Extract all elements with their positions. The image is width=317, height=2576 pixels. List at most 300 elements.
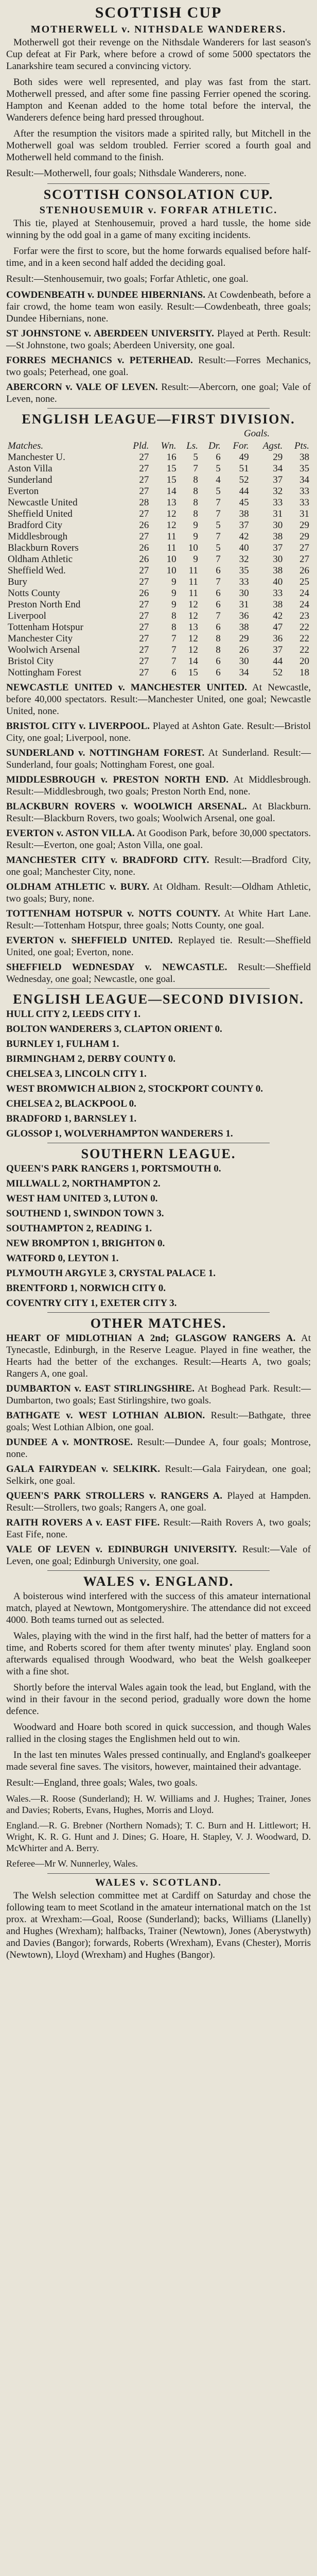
match-text: At Tynecastle, Edinburgh, in the Reserve League. Played in fine weather, the Hearts had the better of the exchanges. Result:—Hearts A, two goals; Rangers A, one goal.	[6, 1333, 311, 1379]
stat-cell: 51	[239, 463, 249, 474]
consolation-match-report	[6, 381, 311, 405]
wales-england-paragraph: Shortly before the interval Wales again took the lead, but England, with the wind in their favour in the second period, gradually wore down the home defence.	[6, 1682, 311, 1717]
match-text: At Middlesbrough. Result:—Middlesbrough, two goals; Preston North End, none.	[6, 774, 311, 797]
stat-cell: 42	[239, 531, 249, 542]
scottish-cup-paragraph: Motherwell got their revenge on the Nithsdale Wanderers for last season's Cup defeat at Fir Park, where before a crowd of some 5000 spectators the Lanarkshire team secured a convincing victory.	[6, 37, 311, 72]
stat-cell: 9	[171, 588, 177, 599]
table-row	[6, 463, 311, 474]
stat-cell: 10	[188, 543, 198, 553]
consolation-match-report	[6, 328, 311, 351]
match-text: At Newcastle, before 40,000 spectators. Result:—Manchester United, one goal; Newcastle United, none.	[6, 682, 311, 717]
stat-cell: 22	[300, 645, 309, 655]
table-row	[6, 509, 311, 520]
stat-cell: 32	[239, 554, 249, 565]
match-teams: ABERCORN v. VALE OF LEVEN.	[6, 382, 158, 393]
column-header: Pts.	[294, 440, 309, 451]
stat-cell: 27	[139, 486, 149, 497]
match-teams: TOTTENHAM HOTSPUR v. NOTTS COUNTY.	[6, 908, 220, 919]
second-division-heading: ENGLISH LEAGUE—SECOND DIVISION.	[13, 992, 304, 1007]
team-name-cell: Tottenham Hotspur	[8, 622, 83, 633]
match-text: At Oldham. Result:—Oldham Athletic, two goals; Bury, none.	[6, 882, 311, 904]
stat-cell: 37	[239, 520, 249, 531]
stat-cell: 8	[193, 474, 198, 485]
stat-cell: 7	[171, 645, 177, 655]
match-report	[6, 961, 311, 985]
match-teams: GALA FAIRYDEAN v. SELKIRK.	[6, 1464, 160, 1475]
stat-cell: 25	[300, 577, 309, 587]
stat-cell: 35	[239, 565, 249, 576]
stat-cell: 9	[171, 599, 177, 610]
scottish-cup-paragraph: After the resumption the visitors made a spirited rally, but Mitchell in the Motherwell goal was seldom troubled. Ferrier scored a fourth goal and Motherwell held command to the finish.	[6, 128, 311, 163]
wales-england-paragraph: Wales, playing with the wind in the first half, had the better of matters for a time, and Roberts scored for them after twenty minutes' play. England soon afterwards equalised through Woodward, who beat the Welsh goalkeeper with a fine shot.	[6, 1631, 311, 1677]
team-name-cell: Everton	[8, 486, 39, 497]
score-line: BOLTON WANDERERS 3, CLAPTON ORIENT 0.	[6, 1024, 222, 1035]
match-report	[6, 881, 311, 905]
match-teams: FORRES MECHANICS v. PETERHEAD.	[6, 355, 193, 366]
score-line: QUEEN'S PARK RANGERS 1, PORTSMOUTH 0.	[6, 1163, 221, 1174]
match-text: Played at Perth. Result:—St Johnstone, two goals; Aberdeen University, one goal.	[6, 328, 311, 351]
stat-cell: 30	[239, 656, 249, 667]
stat-cell: 12	[188, 633, 198, 644]
table-row	[6, 667, 311, 679]
match-teams: BLACKBURN ROVERS v. WOOLWICH ARSENAL.	[6, 801, 247, 812]
table-row	[6, 599, 311, 611]
section-divider	[47, 408, 270, 409]
team-name-cell: Oldham Athletic	[8, 554, 73, 565]
match-report	[6, 1490, 311, 1514]
southern-league-heading: SOUTHERN LEAGUE.	[81, 1146, 236, 1161]
column-header: Agst.	[262, 440, 283, 451]
score-line: GLOSSOP 1, WOLVERHAMPTON WANDERERS 1.	[6, 1128, 233, 1139]
score-line: NEW BROMPTON 1, BRIGHTON 0.	[6, 1238, 165, 1249]
league-table-body	[6, 452, 311, 679]
column-header: Wn.	[161, 440, 177, 451]
stat-cell: 14	[188, 656, 198, 667]
table-row	[6, 656, 311, 667]
team-name-cell: Aston Villa	[8, 463, 52, 474]
match-report	[6, 747, 311, 771]
match-teams: MANCHESTER CITY v. BRADFORD CITY.	[6, 855, 209, 866]
wales-scotland-heading: WALES v. SCOTLAND.	[95, 1877, 222, 1888]
stat-cell: 34	[239, 667, 249, 678]
table-row	[6, 565, 311, 577]
stat-cell: 27	[139, 531, 149, 542]
consolation-cup-result: Result:—Stenhousemuir, two goals; Forfar Athletic, one goal.	[6, 274, 249, 284]
match-teams: MIDDLESBROUGH v. PRESTON NORTH END.	[6, 774, 228, 785]
match-report	[6, 1332, 311, 1380]
wales-england-paragraph: In the last ten minutes Wales pressed continually, and England's goalkeeper made several fine saves. The visitors, however, maintained their advantage.	[6, 1750, 311, 1772]
score-line: CHELSEA 3, LINCOLN CITY 1.	[6, 1069, 147, 1079]
score-line: BRENTFORD 1, NORWICH CITY 0.	[6, 1283, 166, 1294]
stat-cell: 22	[300, 622, 309, 633]
team-name-cell: Middlesbrough	[8, 531, 68, 542]
match-teams: SUNDERLAND v. NOTTINGHAM FOREST.	[6, 748, 205, 758]
stat-cell: 27	[139, 565, 149, 576]
stat-cell: 33	[239, 577, 249, 587]
stat-cell: 18	[300, 667, 309, 678]
team-name-cell: Liverpool	[8, 611, 46, 621]
table-row	[6, 622, 311, 633]
stat-cell: 24	[300, 599, 309, 610]
stat-cell: 29	[239, 633, 249, 644]
table-row	[6, 633, 311, 645]
stat-cell: 8	[193, 509, 198, 519]
consolation-match-report	[6, 289, 311, 325]
referee-line: Referee—Mr W. Nunnerley, Wales.	[6, 1858, 138, 1869]
stat-cell: 37	[273, 474, 283, 485]
match-teams: BRISTOL CITY v. LIVERPOOL.	[6, 721, 150, 732]
stat-cell: 6	[216, 656, 221, 667]
score-line: COVENTRY CITY 1, EXETER CITY 3.	[6, 1298, 177, 1309]
team-name-cell: Manchester U.	[8, 452, 65, 463]
first-division-heading: ENGLISH LEAGUE—FIRST DIVISION.	[22, 412, 295, 427]
stat-cell: 27	[139, 509, 149, 519]
team-name-cell: Nottingham Forest	[8, 667, 82, 678]
match-text: Played at Hampden. Result:—Strollers, two goals; Rangers A, one goal.	[6, 1490, 311, 1513]
column-header: Pld.	[133, 440, 149, 451]
score-line: MILLWALL 2, NORTHAMPTON 2.	[6, 1178, 161, 1189]
stat-cell: 26	[239, 645, 249, 655]
match-teams: OLDHAM ATHLETIC v. BURY.	[6, 882, 150, 892]
stat-cell: 35	[300, 463, 309, 474]
match-report	[6, 827, 311, 851]
stat-cell: 27	[300, 543, 309, 553]
table-row	[6, 520, 311, 531]
stat-cell: 36	[239, 611, 249, 621]
stat-cell: 5	[216, 486, 221, 497]
match-text: Played at Ashton Gate. Result:—Bristol City, one goal; Liverpool, none.	[6, 721, 311, 743]
stat-cell: 29	[300, 531, 309, 542]
score-line: BRADFORD 1, BARNSLEY 1.	[6, 1113, 137, 1124]
stat-cell: 4	[216, 474, 221, 485]
stat-cell: 5	[216, 543, 221, 553]
stat-cell: 20	[300, 656, 309, 667]
match-teams: DUMBARTON v. EAST STIRLINGSHIRE.	[6, 1383, 195, 1394]
consolation-cup-heading: SCOTTISH CONSOLATION CUP.	[43, 187, 274, 202]
stat-cell: 8	[193, 497, 198, 508]
column-header: For.	[233, 440, 249, 451]
other-matches-heading: OTHER MATCHES.	[90, 1316, 227, 1331]
stat-cell: 16	[166, 452, 177, 463]
stat-cell: 29	[300, 520, 309, 531]
team-name-cell: Sheffield United	[8, 509, 73, 519]
column-header: Matches.	[8, 440, 44, 451]
stat-cell: 14	[166, 486, 177, 497]
stat-cell: 44	[239, 486, 249, 497]
match-text: At Sunderland. Result:—Sunderland, four goals; Nottingham Forest, one goal.	[6, 748, 311, 770]
match-teams: NEWCASTLE UNITED v. MANCHESTER UNITED.	[6, 682, 247, 693]
stat-cell: 38	[273, 531, 283, 542]
wales-england-paragraph: Woodward and Hoare both scored in quick succession, and though Wales rallied in the closing stages the Englishmen held out to win.	[6, 1722, 311, 1744]
stat-cell: 31	[239, 599, 249, 610]
other-matches-results	[6, 1332, 311, 1567]
stat-cell: 29	[273, 452, 283, 463]
match-text: At Cowdenbeath, before a fair crowd, the home team won easily. Result:—Cowdenbeath, three goals; Dundee Hibernians, none.	[6, 290, 311, 324]
stat-cell: 5	[193, 452, 198, 463]
stat-cell: 6	[171, 667, 177, 678]
stat-cell: 27	[139, 667, 149, 678]
score-line: WEST BROMWICH ALBION 2, STOCKPORT COUNTY 0.	[6, 1083, 263, 1094]
stat-cell: 15	[166, 463, 177, 474]
section-divider	[47, 1570, 270, 1571]
match-teams: VALE OF LEVEN v. EDINBURGH UNIVERSITY.	[6, 1544, 237, 1555]
team-name-cell: Bristol City	[8, 656, 54, 667]
team-name-cell: Woolwich Arsenal	[8, 645, 80, 655]
stat-cell: 6	[216, 452, 221, 463]
stat-cell: 28	[139, 497, 149, 508]
stat-cell: 5	[216, 463, 221, 474]
match-report	[6, 801, 311, 824]
stat-cell: 32	[273, 486, 283, 497]
stat-cell: 6	[216, 599, 221, 610]
table-row	[6, 554, 311, 565]
match-text: At White Hart Lane. Result:—Tottenham Hotspur, three goals; Notts County, one goal.	[6, 908, 311, 931]
match-report	[6, 1410, 311, 1433]
section-divider	[47, 988, 270, 989]
stat-cell: 27	[139, 645, 149, 655]
stat-cell: 37	[273, 543, 283, 553]
match-report	[6, 908, 311, 931]
stat-cell: 15	[188, 667, 198, 678]
stat-cell: 9	[171, 577, 177, 587]
stat-cell: 26	[139, 554, 149, 565]
stat-cell: 27	[139, 577, 149, 587]
team-name-cell: Manchester City	[8, 633, 73, 644]
match-teams: HEART OF MIDLOTHIAN A 2nd; GLASGOW RANGERS A.	[6, 1333, 296, 1344]
table-header-row	[6, 440, 311, 452]
consolation-cup-subheading: STENHOUSEMUIR v. FORFAR ATHLETIC.	[39, 205, 278, 216]
team-name-cell: Sunderland	[8, 474, 52, 485]
stat-cell: 7	[216, 531, 221, 542]
wales-england-paragraph: A boisterous wind interfered with the success of this amateur international match, played at Newtown, Montgomeryshire. The attendance did not exceed 4000. Both teams turned out as selected.	[6, 1591, 311, 1625]
stat-cell: 8	[193, 486, 198, 497]
scottish-cup-result: Result:—Motherwell, four goals; Nithsdale Wanderers, none.	[6, 168, 246, 179]
first-division-results	[6, 682, 311, 985]
match-teams: QUEEN'S PARK STROLLERS v. RANGERS A.	[6, 1490, 222, 1501]
stat-cell: 27	[139, 611, 149, 621]
match-text: Result:—Vale of Leven, one goal; Edinburgh University, one goal.	[6, 1544, 311, 1567]
match-report	[6, 854, 311, 878]
stat-cell: 15	[166, 474, 177, 485]
table-row	[6, 474, 311, 486]
stat-cell: 47	[273, 622, 283, 633]
stat-cell: 36	[273, 633, 283, 644]
stat-cell: 7	[216, 611, 221, 621]
match-report	[6, 682, 311, 717]
stat-cell: 12	[188, 599, 198, 610]
stat-cell: 24	[300, 588, 309, 599]
match-teams: DUNDEE A v. MONTROSE.	[6, 1437, 133, 1448]
stat-cell: 7	[216, 509, 221, 519]
stat-cell: 49	[239, 452, 249, 463]
stat-cell: 27	[139, 656, 149, 667]
stat-cell: 22	[300, 633, 309, 644]
first-division-table	[6, 440, 311, 679]
stat-cell: 38	[273, 565, 283, 576]
consolation-cup-paragraph: Forfar were the first to score, but the home forwards equalised before half-time, and in a keen second half added the deciding goal.	[6, 246, 311, 268]
stat-cell: 26	[139, 520, 149, 531]
stat-cell: 33	[300, 497, 309, 508]
match-text: Replayed tie. Result:—Sheffield United, one goal; Everton, none.	[6, 935, 311, 958]
team-name-cell: Bury	[8, 577, 27, 587]
wales-england-result: Result:—England, three goals; Wales, two goals.	[6, 1777, 198, 1788]
match-text: Result:—Gala Fairydean, one goal; Selkirk, one goal.	[6, 1464, 311, 1486]
stat-cell: 42	[273, 611, 283, 621]
match-text: Result:—Sheffield Wednesday, one goal; Newcastle, one goal.	[6, 962, 311, 985]
table-row	[6, 588, 311, 599]
stat-cell: 12	[166, 520, 177, 531]
stat-cell: 30	[273, 520, 283, 531]
team-name-cell: Bradford City	[8, 520, 63, 531]
table-row	[6, 577, 311, 588]
stat-cell: 27	[139, 622, 149, 633]
table-row	[6, 543, 311, 554]
stat-cell: 7	[171, 633, 177, 644]
stat-cell: 26	[139, 543, 149, 553]
consolation-match-report	[6, 354, 311, 378]
stat-cell: 9	[193, 531, 198, 542]
match-text: Result:—Forres Mechanics, two goals; Peterhead, one goal.	[6, 355, 311, 378]
score-line: WATFORD 0, LEYTON 1.	[6, 1253, 119, 1264]
stat-cell: 8	[171, 611, 177, 621]
scottish-cup-heading: SCOTTISH CUP	[95, 4, 222, 21]
column-header: Dr.	[208, 440, 221, 451]
match-teams: EVERTON v. ASTON VILLA.	[6, 828, 135, 839]
table-row	[6, 531, 311, 543]
stat-cell: 45	[239, 497, 249, 508]
table-row	[6, 452, 311, 463]
stat-cell: 13	[188, 622, 198, 633]
score-line: SOUTHEND 1, SWINDON TOWN 3.	[6, 1208, 164, 1219]
match-text: Result:—Raith Rovers A, two goals; East Fife, none.	[6, 1517, 311, 1540]
match-teams: SHEFFIELD WEDNESDAY v. NEWCASTLE.	[6, 962, 227, 973]
stat-cell: 6	[216, 667, 221, 678]
match-report	[6, 1436, 311, 1460]
stat-cell: 27	[139, 452, 149, 463]
stat-cell: 44	[273, 656, 283, 667]
stat-cell: 26	[139, 588, 149, 599]
stat-cell: 12	[188, 645, 198, 655]
stat-cell: 23	[300, 611, 309, 621]
match-text: Result:—Bradford City, one goal; Manchester City, none.	[6, 855, 311, 877]
scottish-cup-subheading: MOTHERWELL v. NITHSDALE WANDERERS.	[30, 24, 287, 35]
stat-cell: 10	[166, 565, 177, 576]
match-report	[6, 1463, 311, 1487]
match-text: Result:—Abercorn, one goal; Vale of Leven, none.	[6, 382, 311, 404]
stat-cell: 31	[300, 509, 309, 519]
stat-cell: 38	[239, 509, 249, 519]
stat-cell: 11	[188, 588, 198, 599]
team-name-cell: Notts County	[8, 588, 60, 599]
wales-scotland-paragraph: The Welsh selection committee met at Cardiff on Saturday and chose the following team to meet Scotland in the amateur international match on the 1st prox. at Wrexham:—Goal, Roose (Sunderland); backs, Williams (Llanelly) and Hughes (Wrexham); halfbacks, Trainer (Newtown), Jones (Aberystwyth) and Davies (Bangor); forwards, Roberts (Wrexham), Evans (Chester), Morris (Newtown), Lloyd (Wrexham) and Hughes (Bangor).	[6, 1890, 311, 1960]
match-teams: BATHGATE v. WEST LOTHIAN ALBION.	[6, 1410, 205, 1421]
stat-cell: 11	[188, 565, 198, 576]
stat-cell: 38	[273, 599, 283, 610]
stat-cell: 52	[273, 667, 283, 678]
consolation-cup-paragraph: This tie, played at Stenhousemuir, proved a hard tussle, the home side winning by the odd goal in a game of many exciting incidents.	[6, 218, 311, 241]
team-name-cell: Preston North End	[8, 599, 81, 610]
match-report	[6, 935, 311, 958]
stat-cell: 8	[216, 633, 221, 644]
stat-cell: 27	[139, 633, 149, 644]
stat-cell: 37	[273, 645, 283, 655]
stat-cell: 7	[216, 497, 221, 508]
table-row	[6, 645, 311, 656]
stat-cell: 38	[300, 452, 309, 463]
stat-cell: 5	[216, 520, 221, 531]
stat-cell: 9	[193, 554, 198, 565]
stat-cell: 33	[273, 588, 283, 599]
match-teams: EVERTON v. SHEFFIELD UNITED.	[6, 935, 173, 946]
stat-cell: 27	[139, 599, 149, 610]
score-line: BURNLEY 1, FULHAM 1.	[6, 1039, 119, 1049]
stat-cell: 8	[216, 645, 221, 655]
team-name-cell: Blackburn Rovers	[8, 543, 79, 553]
stat-cell: 7	[171, 656, 177, 667]
stat-cell: 27	[139, 463, 149, 474]
team-lineup-wales: Wales.—R. Roose (Sunderland); H. W. Williams and J. Hughes; Trainer, Jones and Davies; Roberts, Evans, Hughes, Morris and Lloyd.	[6, 1793, 311, 1815]
match-text: Result:—Bathgate, three goals; West Lothian Albion, one goal.	[6, 1410, 311, 1433]
table-row	[6, 497, 311, 509]
score-line: WEST HAM UNITED 3, LUTON 0.	[6, 1193, 158, 1204]
team-lineup-england: England.—R. G. Brebner (Northern Nomads); T. C. Burn and H. Littlewort; H. Wright, K. R. G. Hunt and J. Dines; G. Hoare, H. Stapley, V. J. Woodward, D. McWhirter and A. Berry.	[6, 1820, 311, 1853]
score-line: BIRMINGHAM 2, DERBY COUNTY 0.	[6, 1054, 175, 1064]
score-line: HULL CITY 2, LEEDS CITY 1.	[6, 1009, 140, 1020]
stat-cell: 11	[167, 531, 177, 542]
table-row	[6, 611, 311, 622]
match-report	[6, 720, 311, 744]
stat-cell: 52	[239, 474, 249, 485]
team-name-cell: Sheffield Wed.	[8, 565, 66, 576]
match-report	[6, 774, 311, 798]
match-teams: COWDENBEATH v. DUNDEE HIBERNIANS.	[6, 290, 205, 300]
team-name-cell: Newcastle United	[8, 497, 78, 508]
match-teams: ST JOHNSTONE v. ABERDEEN UNIVERSITY.	[6, 328, 214, 339]
match-text: At Goodison Park, before 30,000 spectators. Result:—Everton, one goal; Aston Villa, one goal.	[6, 828, 311, 851]
stat-cell: 11	[167, 543, 177, 553]
goals-column-label: Goals.	[243, 428, 270, 439]
table-row	[6, 486, 311, 497]
stat-cell: 7	[216, 577, 221, 587]
stat-cell: 6	[216, 622, 221, 633]
stat-cell: 40	[239, 543, 249, 553]
stat-cell: 26	[300, 565, 309, 576]
column-header: Ls.	[186, 440, 198, 451]
section-divider	[47, 1312, 270, 1313]
stat-cell: 33	[273, 497, 283, 508]
match-teams: RAITH ROVERS A v. EAST FIFE.	[6, 1517, 160, 1528]
stat-cell: 27	[139, 474, 149, 485]
stat-cell: 12	[188, 611, 198, 621]
stat-cell: 7	[216, 554, 221, 565]
stat-cell: 7	[193, 463, 198, 474]
score-line: CHELSEA 2, BLACKPOOL 0.	[6, 1098, 136, 1109]
stat-cell: 9	[193, 520, 198, 531]
stat-cell: 6	[216, 588, 221, 599]
match-text: At Blackburn. Result:—Blackburn Rovers, two goals; Woolwich Arsenal, one goal.	[6, 801, 311, 824]
stat-cell: 38	[239, 622, 249, 633]
match-report	[6, 1517, 311, 1540]
stat-cell: 10	[166, 554, 177, 565]
match-report	[6, 1383, 311, 1406]
stat-cell: 13	[166, 497, 177, 508]
stat-cell: 27	[300, 554, 309, 565]
stat-cell: 30	[273, 554, 283, 565]
stat-cell: 8	[171, 622, 177, 633]
match-text: Result:—Dundee A, four goals; Montrose, none.	[6, 1437, 311, 1460]
stat-cell: 11	[188, 577, 198, 587]
stat-cell: 6	[216, 565, 221, 576]
